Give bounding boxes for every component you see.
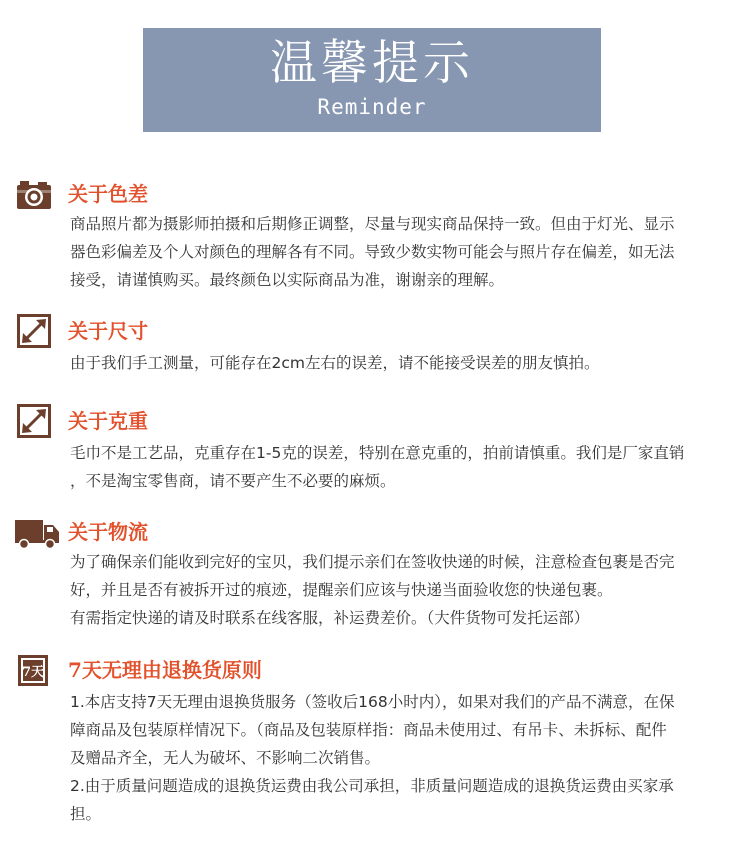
body-line: 毛巾不是工艺品，克重存在1-5克的误差，特别在意克重的，拍前请慎重。我们是厂家直销 (70, 444, 685, 462)
section-body (70, 548, 730, 632)
body-line: 为了确保亲们能收到完好的宝贝，我们提示亲们在签收快递的时候，注意检查包裹是否完 (70, 553, 675, 571)
body-line: 障商品及包装原样情况下。（商品及包装原样指：商品未使用过、有吊卡、未拆标、配件 (70, 721, 667, 739)
section-title: 关于尺寸 (68, 319, 148, 343)
body-line: 好，并且是否有被拆开过的痕迹，提醒亲们应该与快递当面验收您的快递包裹。 (70, 581, 613, 599)
body-line: 接受，请谨慎购买。最终颜色以实际商品为准，谢谢亲的理解。 (70, 271, 505, 289)
section-body (70, 688, 730, 828)
body-line: 2.由于质量问题造成的退换货运费由我公司承担，非质量问题造成的退换货运费由买家承 (70, 777, 674, 795)
banner-title: 温馨提示 (270, 36, 474, 91)
body-line: ，不是淘宝零售商，请不要产生不必要的麻烦。 (70, 472, 396, 490)
section-body (70, 210, 730, 294)
truck-icon (14, 514, 60, 550)
body-line: 商品照片都为摄影师拍摄和后期修正调整，尽量与现实商品保持一致。但由于灯光、显示 (70, 215, 675, 233)
banner-subtitle: Reminder (317, 95, 427, 119)
section-title: 关于克重 (68, 409, 148, 433)
body-line: 由于我们手工测量，可能存在2cm左右的误差，请不能接受误差的朋友慎拍。 (70, 354, 600, 372)
section-title: 7天无理由退换货原则 (68, 658, 262, 682)
camera-icon (16, 176, 52, 212)
body-line: 1.本店支持7天无理由退换货服务（签收后168小时内），如果对我们的产品不满意，在保 (70, 693, 675, 711)
body-line: 及赠品齐全，无人为破坏、不影响二次销售。 (70, 749, 381, 767)
resize-arrow-icon (16, 403, 52, 439)
reminder-banner (143, 28, 601, 132)
resize-arrow-icon (16, 313, 52, 349)
body-line: 有需指定快递的请及时联系在线客服，补运费差价。（大件货物可发托运部） (70, 609, 590, 627)
seven-day-icon (16, 652, 52, 688)
body-line: 担。 (70, 805, 102, 823)
section-body (70, 439, 730, 495)
section-title: 关于色差 (68, 182, 148, 206)
section-title: 关于物流 (68, 520, 148, 544)
seven-day-icon-label: 7天 (21, 665, 45, 680)
section-body (70, 349, 730, 377)
body-line: 器色彩偏差及个人对颜色的理解各有不同。导致少数实物可能会与照片存在偏差，如无法 (70, 243, 675, 261)
